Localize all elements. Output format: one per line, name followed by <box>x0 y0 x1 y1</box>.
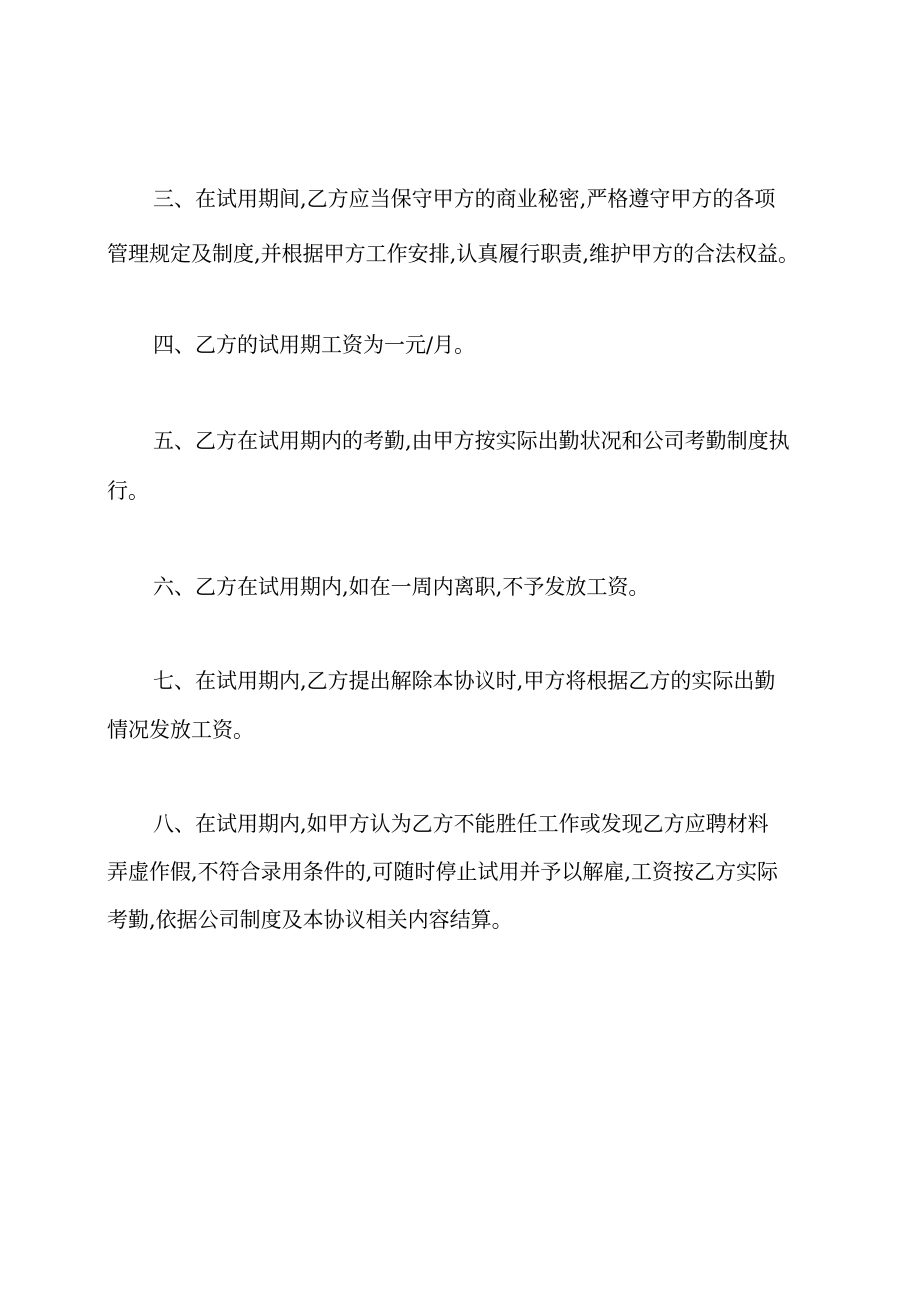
clause-3-line-2: 管理规定及制度,并根据甲方工作安排,认真履行职责,维护甲方的合法权益。 <box>107 242 800 266</box>
clause-4-line-1: 四、乙方的试用期工资为一元/月。 <box>153 333 476 357</box>
clause-8-line-1: 八、在试用期内,如甲方认为乙方不能胜任工作或发现乙方应聘材料 <box>153 812 769 836</box>
clause-6-line-1: 六、乙方在试用期内,如在一周内离职,不予发放工资。 <box>153 575 650 599</box>
clause-7-line-1: 七、在试用期内,乙方提出解除本协议时,甲方将根据乙方的实际出勤 <box>153 669 776 693</box>
clause-8-line-2: 弄虚作假,不符合录用条件的,可随时停止试用并予以解雇,工资按乙方实际 <box>107 860 779 884</box>
clause-7-line-2: 情况发放工资。 <box>107 718 254 742</box>
clause-5-line-1: 五、乙方在试用期内的考勤,由甲方按实际出勤状况和公司考勤制度执 <box>153 429 790 453</box>
clause-5-line-2: 行。 <box>107 479 149 503</box>
clause-3-line-1: 三、在试用期间,乙方应当保守甲方的商业秘密,严格遵守甲方的各项 <box>153 187 776 211</box>
clause-8-line-3: 考勤,依据公司制度及本协议相关内容结算。 <box>107 908 513 932</box>
